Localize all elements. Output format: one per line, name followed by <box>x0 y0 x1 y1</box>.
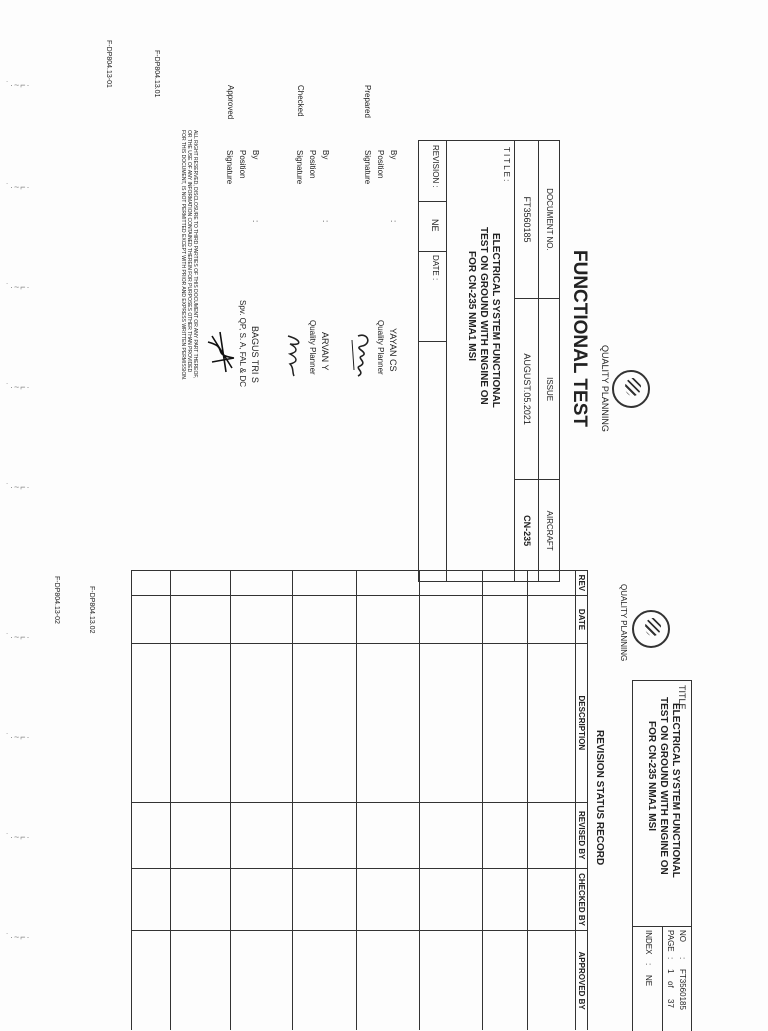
scan-artifact: ˙·~⌐· <box>6 632 31 642</box>
col-checked-by: CHECKED BY <box>576 868 588 930</box>
title-label: T I T L E : <box>502 147 511 182</box>
rights-notice-line-3: FOR THIS DOCUMENT, IS NOT PERMITTED EXCEPT WITH PRIOR AND EXPRESS WRITTEN PERMISSION. <box>180 130 186 381</box>
checked-signature-label: Signature <box>295 150 304 185</box>
approved-by-label: By <box>251 150 260 160</box>
col-revised-by: REVISED BY <box>576 802 588 868</box>
aircraft-value: CN-235 <box>515 480 540 581</box>
table-row <box>528 571 576 1031</box>
no-value: FT3560185 <box>678 969 687 1010</box>
prepared-signature-label: Signature <box>363 150 372 185</box>
scan-artifact: ˙·~⌐· <box>6 732 31 742</box>
form-code-inner: F-DP804.13.02 <box>88 586 95 634</box>
title-line-1: ELECTRICAL SYSTEM FUNCTIONAL <box>670 703 681 878</box>
rights-notice-line-2: OR THE USE OF ANY INFORMATION CONTAINED THEREIN FOR PURPOSES OTHER THAN PROVIDED <box>186 130 192 373</box>
scan-artifact: ˙·~⌐· <box>6 832 31 842</box>
title-line-3: FOR CN-235 NMA1 MSI <box>466 251 477 362</box>
company-logo-icon <box>632 610 670 648</box>
date-label: DATE : <box>431 255 440 281</box>
issue-value: AUGUST.05.2021 <box>515 299 540 480</box>
scan-artifact: ˙·~⌐· <box>6 482 31 492</box>
checked-position-label: Position <box>308 150 317 179</box>
quality-planning-label: QUALITY PLANNING <box>600 345 610 432</box>
title-line-3: FOR CN-235 NMA1 MSI <box>646 721 657 832</box>
checked-position: Quality Planner <box>308 320 317 375</box>
revision-status-table <box>131 570 588 1030</box>
prepared-signature-icon <box>346 330 376 380</box>
document-info-table <box>514 141 559 581</box>
doc-no-header: DOCUMENT NO. <box>539 141 559 299</box>
approved-signature-label: Signature <box>225 150 234 185</box>
prepared-by-label: By <box>389 150 398 160</box>
revision-value: NE <box>430 219 440 232</box>
title-line-2: TEST ON GROUND WITH ENGINE ON <box>478 227 489 405</box>
page-header-box <box>632 680 692 1031</box>
form-code-outer: F-DP804.13-01 <box>105 40 112 88</box>
table-row <box>132 571 171 1031</box>
table-row <box>231 571 293 1031</box>
rights-notice-line-1: ALL RIGHT RESERVED, DISCLOSURE TO THIRD PARTIES OF THIS DOCUMENT OR ANY PART THEREOF, <box>192 130 198 379</box>
issue-header: ISSUE <box>539 299 559 480</box>
table-row <box>171 571 231 1031</box>
checked-name: ARVAN Y <box>320 332 330 371</box>
title-label: TITLE <box>677 685 687 710</box>
checked-colon: : <box>321 220 330 223</box>
no-label: NO <box>678 930 687 942</box>
checked-section-label: Checked <box>296 85 305 117</box>
prepared-name: YAYAN CS <box>388 328 398 372</box>
approved-position: Spv. QP, S. A, FAL & DC <box>238 300 247 387</box>
approved-position-label: Position <box>238 150 247 179</box>
company-logo-icon <box>612 370 650 408</box>
page-of-label: of <box>666 981 675 988</box>
scan-artifact: ˙·~⌐· <box>6 80 31 90</box>
index-label: INDEX <box>644 930 653 955</box>
prepared-section-label: Prepared <box>363 85 372 118</box>
approved-colon: : <box>251 220 260 223</box>
page-total: 37 <box>666 999 675 1008</box>
revision-status-record-page <box>53 560 700 1030</box>
index-value: NE <box>644 975 653 987</box>
scan-artifact: ˙·~⌐· <box>6 932 31 942</box>
page-label: PAGE <box>666 930 675 952</box>
page-colon: : <box>666 957 675 960</box>
col-description: DESCRIPTION <box>576 644 588 802</box>
col-rev: REV <box>576 571 588 596</box>
title-line-2: TEST ON GROUND WITH ENGINE ON <box>658 697 669 875</box>
scan-artifact: ˙·~⌐· <box>6 382 31 392</box>
col-date: DATE <box>576 595 588 643</box>
page-value: 1 <box>666 969 675 974</box>
no-colon: : <box>678 957 687 960</box>
doc-no-value: FT3560185 <box>515 141 540 299</box>
approved-name: BAGUS TRI S <box>250 326 260 383</box>
revision-label: REVISION : <box>431 145 440 188</box>
quality-planning-label: QUALITY PLANNING <box>619 584 628 662</box>
checked-by-label: By <box>321 150 330 160</box>
table-row <box>483 571 528 1031</box>
title-line-1: ELECTRICAL SYSTEM FUNCTIONAL <box>490 233 501 408</box>
prepared-position: Quality Planner <box>376 320 385 375</box>
checked-signature-icon <box>282 332 306 378</box>
aircraft-header: AIRCRAFT <box>539 480 559 581</box>
table-row <box>420 571 483 1031</box>
col-approved-by: APPROVED BY <box>576 931 588 1030</box>
approved-section-label: Approved <box>226 85 235 120</box>
scan-artifact: ˙·~⌐· <box>6 282 31 292</box>
functional-test-cover-page <box>100 40 660 600</box>
table-row <box>293 571 357 1031</box>
form-code-outer: F-DP804.13-02 <box>53 576 60 624</box>
prepared-position-label: Position <box>376 150 385 179</box>
prepared-colon: : <box>389 220 398 223</box>
document-info-box <box>418 140 560 582</box>
index-colon: : <box>644 963 653 966</box>
form-code-inner: F-DP804.13.01 <box>153 50 160 98</box>
table-row <box>357 571 420 1031</box>
page-heading: FUNCTIONAL TEST <box>569 250 590 427</box>
record-title: REVISION STATUS RECORD <box>594 730 605 866</box>
approved-signature-icon <box>204 328 240 378</box>
scan-artifact: ˙·~⌐· <box>6 182 31 192</box>
